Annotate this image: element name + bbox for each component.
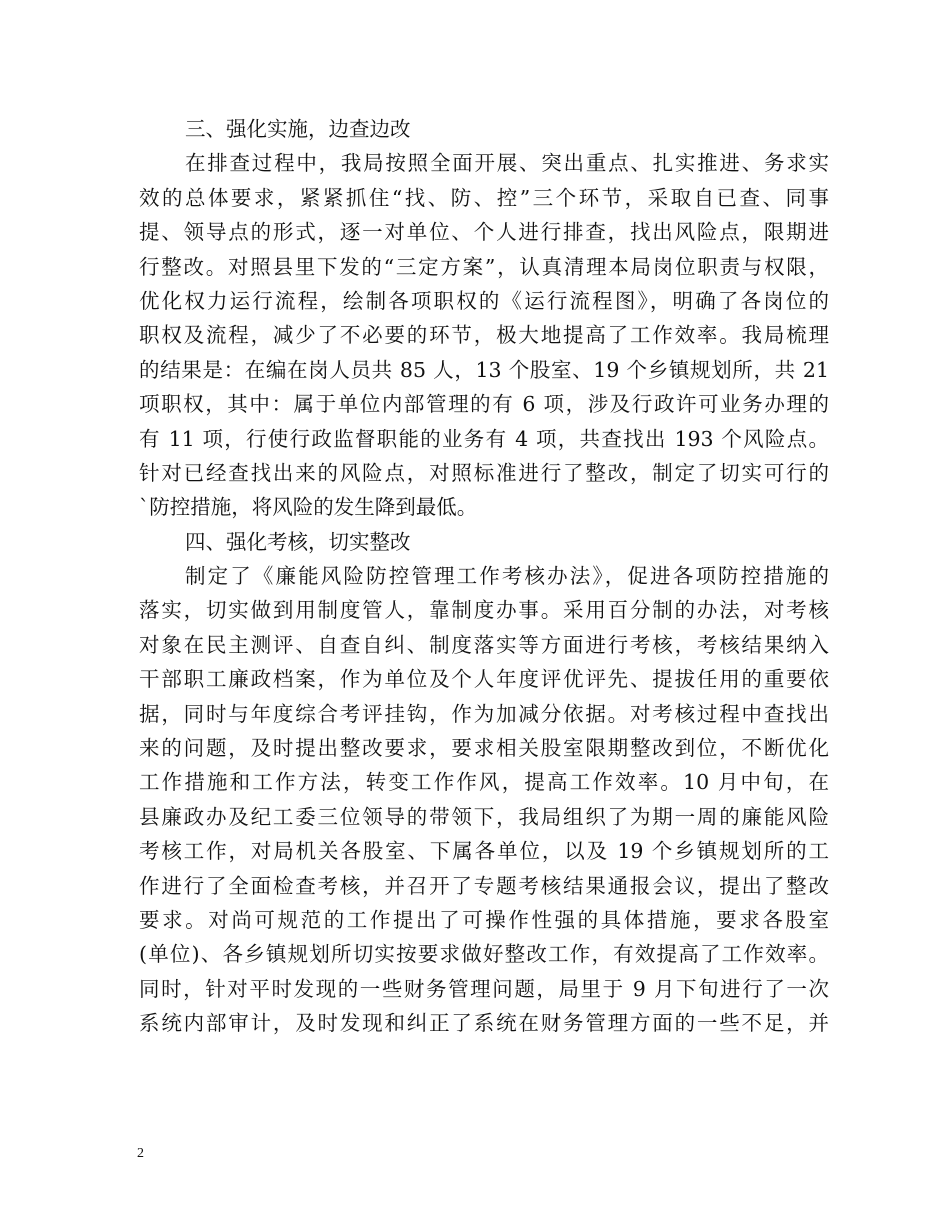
text-line: 提、领导点的形式，逐一对单位、个人进行排查，找出风险点，限期进 <box>139 220 829 245</box>
text-line: 同时，针对平时发现的一些财务管理问题，局里于 9 月下旬进行了一次 <box>139 976 829 1001</box>
text-line: 的结果是：在编在岗人员共 85 人，13 个股室、19 个乡镇规划所，共 21 <box>139 357 829 382</box>
text-line: 有 11 项，行使行政监督职能的业务有 4 项，共查找出 193 个风险点。 <box>139 426 829 451</box>
text-line: 项职权，其中：属于单位内部管理的有 6 项，涉及行政许可业务办理的 <box>139 392 829 417</box>
text-line: 系统内部审计，及时发现和纠正了系统在财务管理方面的一些不足，并 <box>139 1011 829 1036</box>
body-text <box>139 112 829 1041</box>
text-line: `防控措施，将风险的发生降到最低。 <box>139 495 478 520</box>
text-line: (单位)、各乡镇规划所切实按要求做好整改工作，有效提高了工作效率。 <box>139 942 829 967</box>
text-line: 据，同时与年度综合考评挂钩，作为加减分依据。对考核过程中查找出 <box>139 701 829 726</box>
text-line: 县廉政办及纪工委三位领导的带领下，我局组织了为期一周的廉能风险 <box>139 804 829 829</box>
text-line: 作进行了全面检查考核，并召开了专题考核结果通报会议，提出了整改 <box>139 873 829 898</box>
text-line: 四、强化考核，切实整改 <box>185 529 411 554</box>
text-line: 效的总体要求，紧紧抓住“找、防、控”三个环节，采取自已查、同事 <box>139 185 829 210</box>
text-line: 三、强化实施，边查边改 <box>185 117 411 141</box>
text-line: 工作措施和工作方法，转变工作作风，提高工作效率。10 月中旬，在 <box>139 770 829 795</box>
text-line: 对象在民主测评、自查自纠、制度落实等方面进行考核，考核结果纳入 <box>139 632 829 657</box>
text-line: 在排查过程中，我局按照全面开展、突出重点、扎实推进、务求实 <box>185 151 829 176</box>
text-line: 要求。对尚可规范的工作提出了可操作性强的具体措施，要求各股室 <box>139 907 829 932</box>
text-line: 来的问题，及时提出整改要求，要求相关股室限期整改到位，不断优化 <box>139 736 829 761</box>
text-line: 职权及流程，减少了不必要的环节，极大地提高了工作效率。我局梳理 <box>139 323 829 348</box>
page-number: 2 <box>137 1146 144 1161</box>
text-line: 针对已经查找出来的风险点，对照标准进行了整改，制定了切实可行的 <box>139 460 829 485</box>
text-line: 考核工作，对局机关各股室、下属各单位，以及 19 个乡镇规划所的工 <box>139 839 829 864</box>
text-line: 行整改。对照县里下发的“三定方案”，认真清理本局岗位职责与权限， <box>139 254 829 279</box>
text-line: 优化权力运行流程，绘制各项职权的《运行流程图》，明确了各岗位的 <box>139 288 829 313</box>
text-line: 落实，切实做到用制度管人，靠制度办事。采用百分制的办法，对考核 <box>139 598 829 623</box>
text-line: 制定了《廉能风险防控管理工作考核办法》，促进各项防控措施的 <box>185 564 829 589</box>
text-line: 干部职工廉政档案，作为单位及个人年度评优评先、提拔任用的重要依 <box>139 667 829 692</box>
